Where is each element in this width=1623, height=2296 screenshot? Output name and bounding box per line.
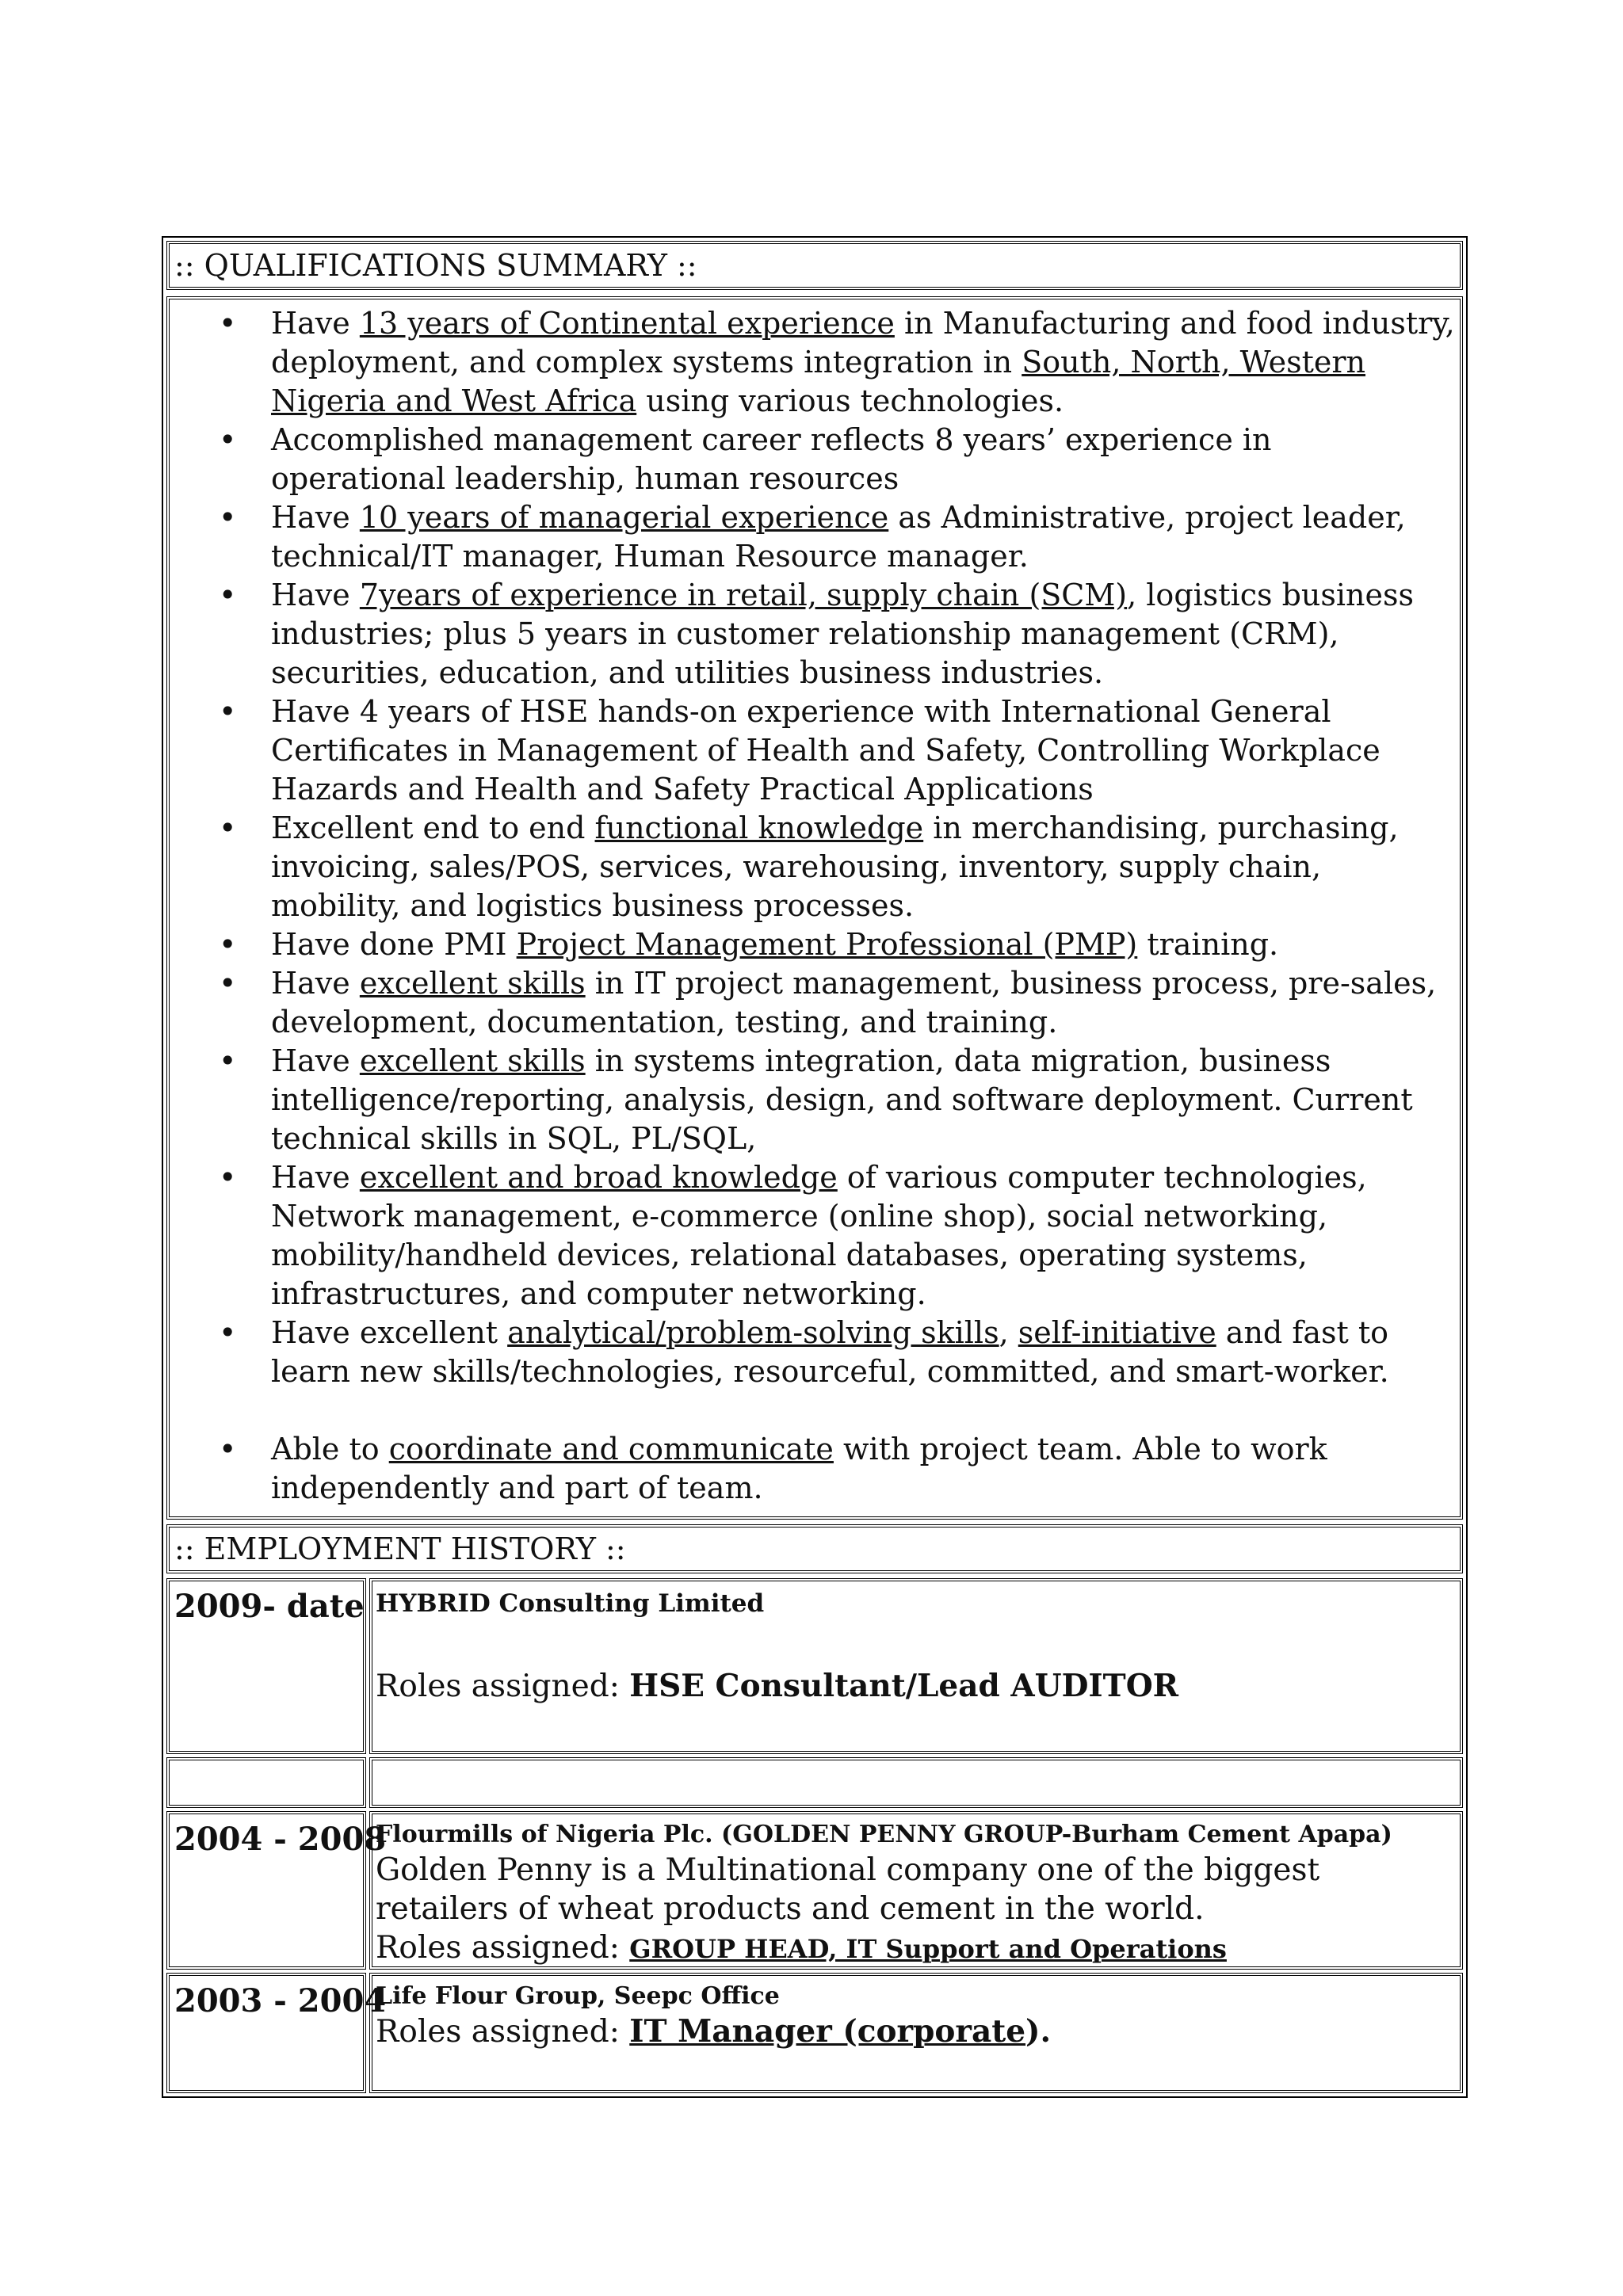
list-item: • Have excellent analytical/problem-solving skills, self-initiative and fast to learn new skills/technologies, resourceful, committed, and smart-worker. xyxy=(271,1314,1455,1391)
empty-cell xyxy=(166,1757,366,1808)
qualifications-header: :: QUALIFICATIONS SUMMARY :: xyxy=(166,241,1463,290)
role-title: GROUP HEAD, IT Support and Operations xyxy=(629,1934,1227,1964)
company-name: Life Flour Group, Seepc Office xyxy=(376,1982,780,2010)
job-details-cell xyxy=(369,1811,1463,1970)
list-item: • Accomplished management career reflects 8 years’ experience in operational leadership, human resources xyxy=(271,421,1455,498)
job-years: 2004 - 2008 xyxy=(174,1821,387,1858)
roles-line: Roles assigned: GROUP HEAD, IT Support and Operations xyxy=(376,1930,1227,1966)
list-item: • Have excellent skills in systems integration, data migration, business intelligence/reporting, analysis, design, and software deployment. Current technical skills in SQL, PL/SQL, xyxy=(271,1042,1455,1158)
list-item: • Able to coordinate and communicate with project team. Able to work independently and part of team. xyxy=(271,1430,1455,1508)
job-details-cell xyxy=(369,1578,1463,1754)
job-years: 2009- date xyxy=(174,1588,365,1625)
job-years-cell xyxy=(166,1811,387,1970)
roles-line: Roles assigned: IT Manager (corporate). xyxy=(376,2013,1052,2050)
company-description: Golden Penny is a Multinational company one of the biggest retailers of wheat products and cement in the world. xyxy=(376,1852,1320,1927)
job-years-cell xyxy=(166,1578,366,1754)
list-item: • Excellent end to end functional knowledge in merchandising, purchasing, invoicing, sales/POS, services, warehousing, inventory, supply chain, mobility, and logistics business processes. xyxy=(271,809,1455,925)
list-item: • Have excellent and broad knowledge of various computer technologies, Network management, e-commerce (online shop), social networking, mobility/handheld devices, relational databases, operating systems, infrastructures, and computer networking. xyxy=(271,1158,1455,1314)
list-item: • Have 7years of experience in retail, supply chain (SCM), logistics business industries; plus 5 years in customer relationship management (CRM), securities, education, and utilities business industries. xyxy=(271,576,1455,692)
list-item: • Have 13 years of Continental experience in Manufacturing and food industry, deployment, and complex systems integration in South, North, Western Nigeria and West Africa using various technologies. xyxy=(271,304,1455,421)
empty-cell xyxy=(369,1757,1463,1808)
job-years: 2003 - 2004 xyxy=(174,1982,387,2019)
list-item: • Have 10 years of managerial experience as Administrative, project leader, technical/IT manager, Human Resource manager. xyxy=(271,498,1455,576)
job-years-cell xyxy=(166,1973,387,2093)
list-item: • Have excellent skills in IT project management, business process, pre-sales, development, documentation, testing, and training. xyxy=(271,964,1455,1042)
company-name: Flourmills of Nigeria Plc. (GOLDEN PENNY GROUP-Burham Cement Apapa) xyxy=(376,1821,1392,1848)
employment-header: :: EMPLOYMENT HISTORY :: xyxy=(166,1524,1463,1573)
qualifications-list xyxy=(166,296,1463,1520)
role-title: IT Manager (corporate xyxy=(629,2013,1026,2050)
job-details-cell xyxy=(369,1973,1463,2093)
company-name: HYBRID Consulting Limited xyxy=(376,1589,765,1618)
roles-line: Roles assigned: HSE Consultant/Lead AUDITOR xyxy=(376,1668,1179,1704)
list-item: • Have 4 years of HSE hands-on experience with International General Certificates in Management of Health and Safety, Controlling Workplace Hazards and Health and Safety Practical Applications xyxy=(271,692,1455,809)
list-item: • Have done PMI Project Management Professional (PMP) training. xyxy=(271,925,1455,964)
role-title: HSE Consultant/Lead AUDITOR xyxy=(629,1668,1179,1704)
